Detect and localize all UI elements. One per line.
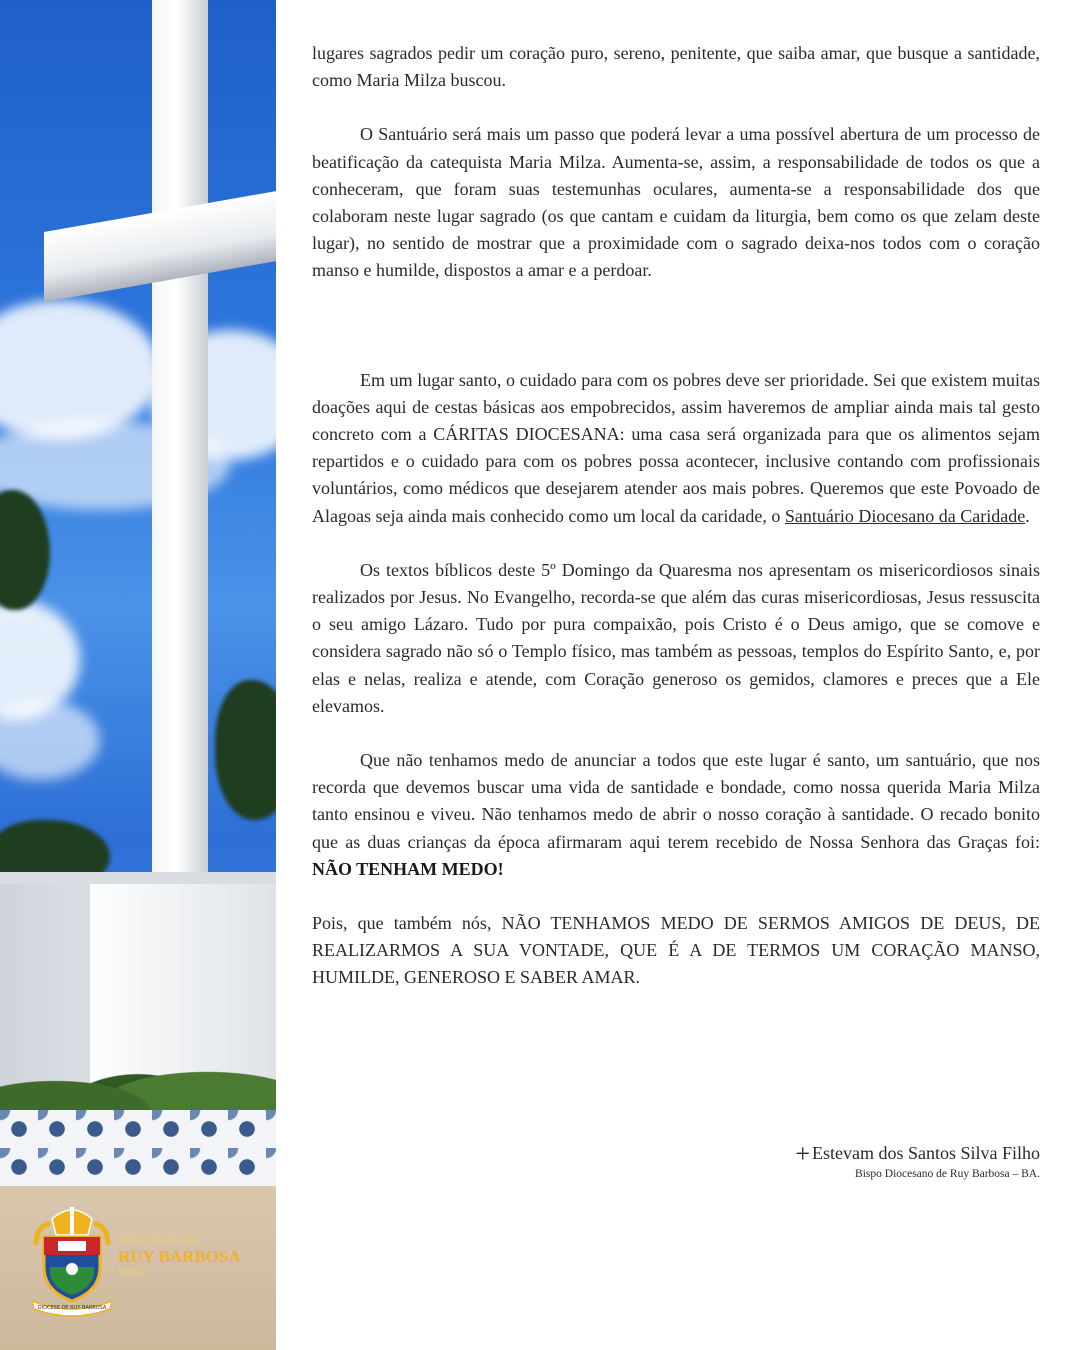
plants [0,1040,276,1120]
logo-ribbon-text: DIOCESE DE RUY BARBOSA [37,1305,107,1311]
signature-role: Bispo Diocesano de Ruy Barbosa – BA. [855,1168,1040,1180]
signature-block [795,1140,1040,1181]
tree [215,680,276,820]
cloud [0,300,160,440]
paragraph-4: Os textos bíblicos deste 5º Domingo da Quaresma nos apresentam os misericordiosos sinais realizados por Jesus. No Evangelho, recorda-se que além das curas misericordiosas, Jesus ressuscita o seu amigo Lázaro. Tudo por pura compaixão, pois Cristo é o Deus amigo, que se comove e considera sagrado não só o Templo físico, mas também as pessoas, templos do Espírito Santo, e, por elas e nelas, realiza e atende, com Coração generoso os gemidos, clamores e preces que a Ele elevamos. [312,559,1040,716]
signature-name-line [795,1140,1040,1167]
letter-body [312,40,1040,992]
cross-vertical-beam [152,0,208,900]
santuario-link: Santuário Diocesano da Caridade [784,505,1026,526]
logo-line-3: BAHIA [118,1266,147,1276]
paragraph-3-text: Em um lugar santo, o cuidado para com os pobres deve ser prioridade. Sei que existem muitas doações aqui de cestas básicas aos empobrecidos, assim haveremos de ampliar ainda mais tal gesto concreto com a CÁRITAS DIOCESANA: uma casa será organizada para que os alimentos sejam repartidos e o cuidado para com os pobres possa acontecer, inclusive contando com profissionais voluntários, como médicos que desejarem atender aos mais pobres. Queremos que este Povoado de Alagoas seja ainda mais conhecido como um local da caridade, o [312,369,1040,526]
logo-line-1: DIOCESE DE [118,1232,199,1247]
signature-name: Estevam dos Santos Silva Filho [811,1143,1040,1163]
paragraph-5-text: Que não tenhamos medo de anunciar a todos que este lugar é santo, um santuário, que nos recorda que devemos buscar uma vida de santidade e bondade, como nossa querida Maria Milza tanto ensinou e viveu. Não tenhamos medo de abrir o nosso coração à santidade. O recado bonito que as duas crianças da época afirmaram aqui terem recebido de Nossa Senhora das Graças foi: [312,750,1040,852]
paragraph-5 [312,747,1040,883]
paragraph-6: Pois, que também nós, NÃO TENHAMOS MEDO DE SERMOS AMIGOS DE DEUS, DE REALIZARMOS A SUA VONTADE, QUE É A DE TERMOS UM CORAÇÃO MANSO, HUMILDE, GENEROSO E SABER AMAR. [312,913,1040,988]
paragraph-3 [312,367,1040,530]
paragraph-1: lugares sagrados pedir um coração puro, sereno, penitente, que saiba amar, que busque a santidade, como Maria Milza buscou. [312,43,1040,91]
logo-line-2: RUY BARBOSA [118,1247,241,1266]
paragraph-3-end: . [1025,505,1030,526]
diocese-logo-text [118,1233,241,1276]
tile-border [0,1110,276,1186]
tree [0,490,50,610]
paragraph-2: O Santuário será mais um passo que poderá levar a uma possível abertura de um processo de beatificação da catequista Maria Milza. Aumenta-se, assim, a responsabilidade de todos os que a conheceram, que foram suas testemunhas oculares, aumenta-se a responsabilidade dos que colaboram neste lugar sagrado (os que cantam e cuidam da liturgia, bem como os que zelam deste lugar), no sentido de mostrar que a proximidade com o sagrado deixa-nos todos com o coração manso e humilde, dispostos a amar e a perdoar. [312,124,1040,281]
diocese-coat-of-arms-icon [30,1205,114,1317]
cross-photo [0,0,276,1350]
cloud [0,700,100,780]
episcopal-cross-icon: + [795,1139,810,1168]
paragraph-5-bold: NÃO TENHAM MEDO! [312,858,504,879]
